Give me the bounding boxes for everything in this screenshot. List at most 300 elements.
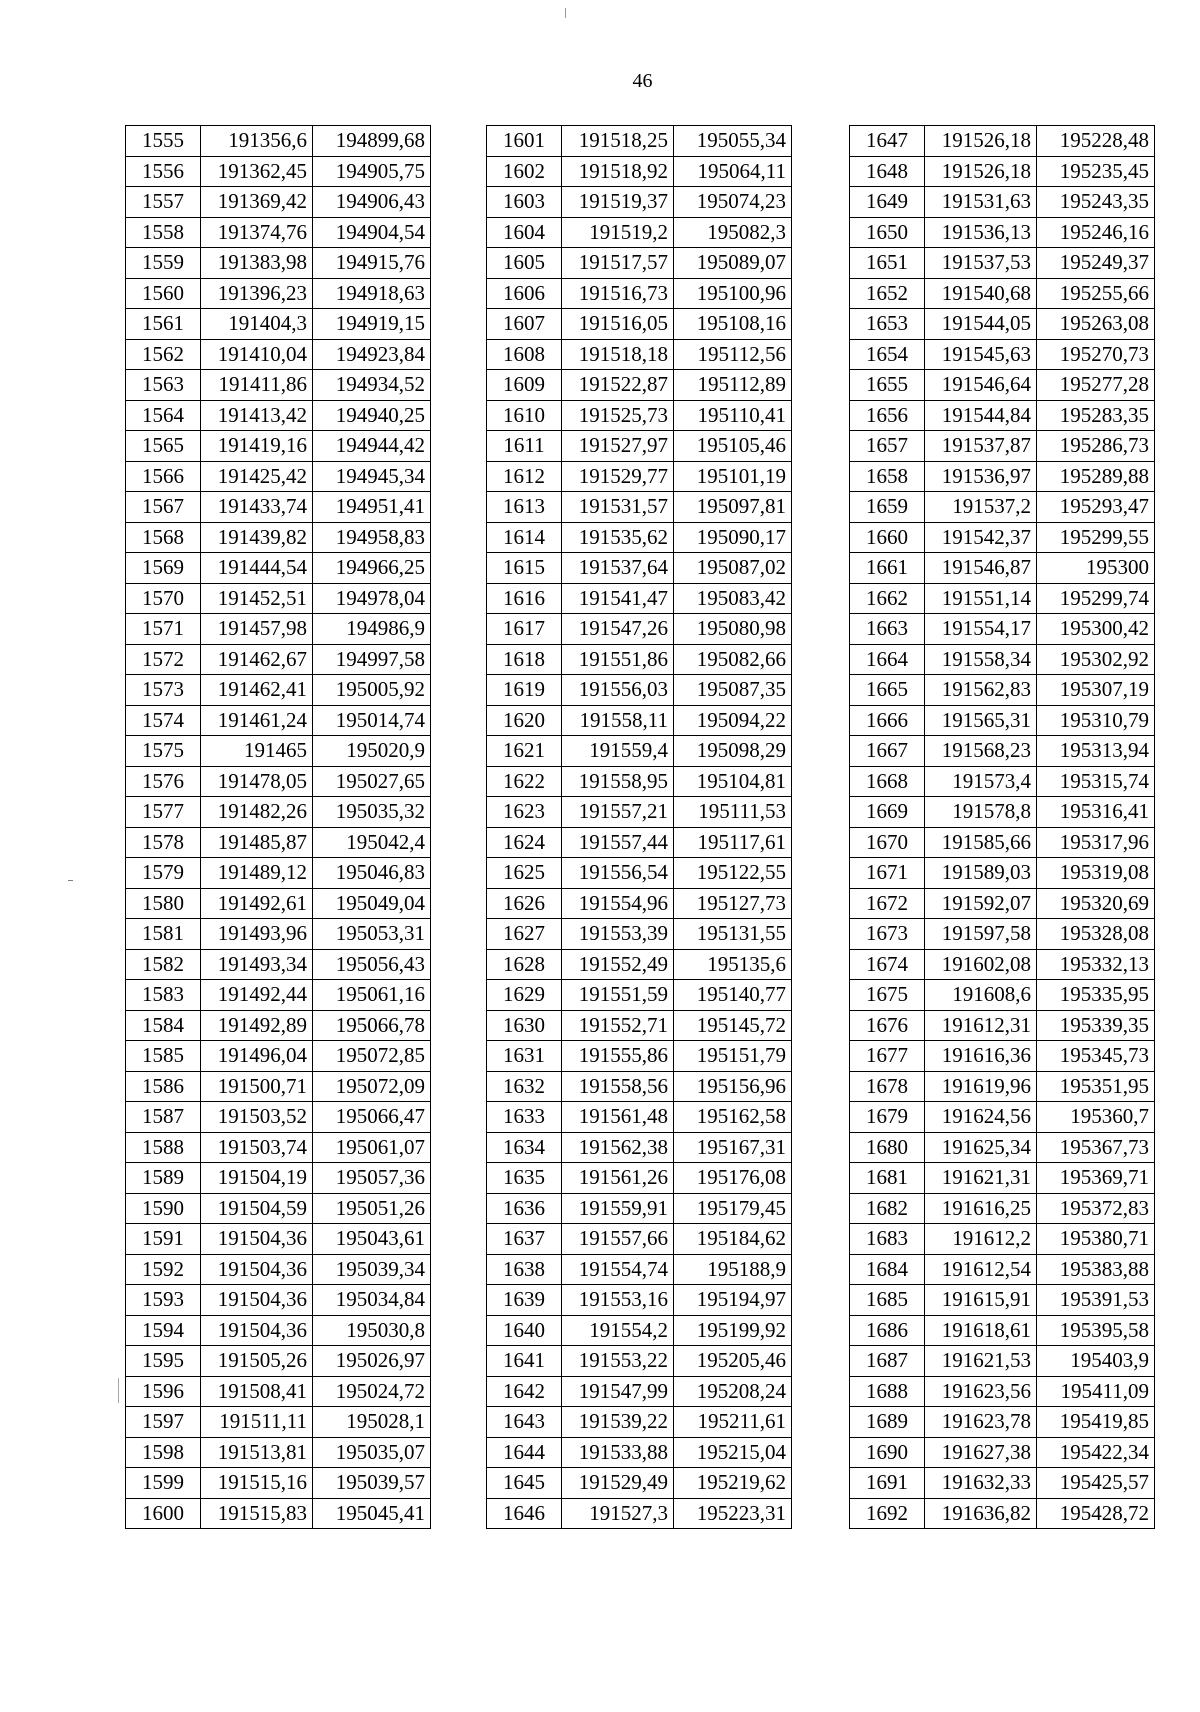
point-number-cell: 1596 <box>126 1376 201 1407</box>
point-number-cell: 1663 <box>850 614 925 645</box>
x-coordinate-cell: 191558,34 <box>925 644 1037 675</box>
point-number-cell: 1671 <box>850 858 925 889</box>
table-row <box>850 1315 1155 1346</box>
x-coordinate-cell: 191518,92 <box>562 156 674 187</box>
x-coordinate-cell: 191531,57 <box>562 492 674 523</box>
table-row <box>487 980 792 1011</box>
x-coordinate-cell: 191541,47 <box>562 583 674 614</box>
x-coordinate-cell: 191623,56 <box>925 1376 1037 1407</box>
x-coordinate-cell: 191529,49 <box>562 1468 674 1499</box>
point-number-cell: 1562 <box>126 339 201 370</box>
y-coordinate-cell: 195072,85 <box>313 1041 431 1072</box>
x-coordinate-cell: 191554,2 <box>562 1315 674 1346</box>
x-coordinate-cell: 191561,26 <box>562 1163 674 1194</box>
x-coordinate-cell: 191573,4 <box>925 766 1037 797</box>
y-coordinate-cell: 195098,29 <box>674 736 792 767</box>
point-number-cell: 1683 <box>850 1224 925 1255</box>
table-row <box>126 1315 431 1346</box>
table-row <box>850 248 1155 279</box>
point-number-cell: 1584 <box>126 1010 201 1041</box>
coordinate-table-2 <box>486 125 792 1529</box>
table-row <box>487 1071 792 1102</box>
table-row <box>487 309 792 340</box>
point-number-cell: 1685 <box>850 1285 925 1316</box>
y-coordinate-cell: 195307,19 <box>1037 675 1155 706</box>
table-row <box>487 522 792 553</box>
point-number-cell: 1650 <box>850 217 925 248</box>
point-number-cell: 1611 <box>487 431 562 462</box>
y-coordinate-cell: 195383,88 <box>1037 1254 1155 1285</box>
y-coordinate-cell: 195403,9 <box>1037 1346 1155 1377</box>
table-row <box>126 797 431 828</box>
table-row <box>850 156 1155 187</box>
y-coordinate-cell: 195005,92 <box>313 675 431 706</box>
table-row <box>487 1041 792 1072</box>
y-coordinate-cell: 195194,97 <box>674 1285 792 1316</box>
table-row <box>126 1224 431 1255</box>
point-number-cell: 1667 <box>850 736 925 767</box>
x-coordinate-cell: 191504,59 <box>201 1193 313 1224</box>
table-row <box>126 461 431 492</box>
point-number-cell: 1607 <box>487 309 562 340</box>
x-coordinate-cell: 191556,54 <box>562 858 674 889</box>
point-number-cell: 1608 <box>487 339 562 370</box>
y-coordinate-cell: 195411,09 <box>1037 1376 1155 1407</box>
y-coordinate-cell: 194919,15 <box>313 309 431 340</box>
x-coordinate-cell: 191558,95 <box>562 766 674 797</box>
x-coordinate-cell: 191444,54 <box>201 553 313 584</box>
point-number-cell: 1664 <box>850 644 925 675</box>
y-coordinate-cell: 195335,95 <box>1037 980 1155 1011</box>
table-row <box>850 1193 1155 1224</box>
point-number-cell: 1559 <box>126 248 201 279</box>
y-coordinate-cell: 195302,92 <box>1037 644 1155 675</box>
x-coordinate-cell: 191478,05 <box>201 766 313 797</box>
table-row <box>850 1254 1155 1285</box>
x-coordinate-cell: 191554,17 <box>925 614 1037 645</box>
y-coordinate-cell: 195243,35 <box>1037 187 1155 218</box>
table-row <box>126 339 431 370</box>
x-coordinate-cell: 191624,56 <box>925 1102 1037 1133</box>
point-number-cell: 1576 <box>126 766 201 797</box>
table-row <box>487 217 792 248</box>
y-coordinate-cell: 195127,73 <box>674 888 792 919</box>
table-row <box>487 766 792 797</box>
x-coordinate-cell: 191383,98 <box>201 248 313 279</box>
point-number-cell: 1580 <box>126 888 201 919</box>
point-number-cell: 1628 <box>487 949 562 980</box>
y-coordinate-cell: 195122,55 <box>674 858 792 889</box>
table-row <box>126 705 431 736</box>
y-coordinate-cell: 195042,4 <box>313 827 431 858</box>
y-coordinate-cell: 195219,62 <box>674 1468 792 1499</box>
y-coordinate-cell: 195105,46 <box>674 431 792 462</box>
y-coordinate-cell: 195391,53 <box>1037 1285 1155 1316</box>
y-coordinate-cell: 194966,25 <box>313 553 431 584</box>
x-coordinate-cell: 191504,36 <box>201 1315 313 1346</box>
table-row <box>126 888 431 919</box>
x-coordinate-cell: 191425,42 <box>201 461 313 492</box>
table-row <box>126 1132 431 1163</box>
point-number-cell: 1653 <box>850 309 925 340</box>
x-coordinate-cell: 191612,2 <box>925 1224 1037 1255</box>
table-row <box>850 1224 1155 1255</box>
point-number-cell: 1640 <box>487 1315 562 1346</box>
y-coordinate-cell: 195162,58 <box>674 1102 792 1133</box>
y-coordinate-cell: 195028,1 <box>313 1407 431 1438</box>
y-coordinate-cell: 195043,61 <box>313 1224 431 1255</box>
point-number-cell: 1651 <box>850 248 925 279</box>
table-row <box>126 187 431 218</box>
y-coordinate-cell: 194951,41 <box>313 492 431 523</box>
x-coordinate-cell: 191558,56 <box>562 1071 674 1102</box>
y-coordinate-cell: 195313,94 <box>1037 736 1155 767</box>
point-number-cell: 1563 <box>126 370 201 401</box>
point-number-cell: 1587 <box>126 1102 201 1133</box>
y-coordinate-cell: 195089,07 <box>674 248 792 279</box>
table-row <box>850 1376 1155 1407</box>
table-row <box>850 339 1155 370</box>
table-row <box>850 949 1155 980</box>
point-number-cell: 1659 <box>850 492 925 523</box>
table-row <box>850 400 1155 431</box>
table-row <box>487 797 792 828</box>
table-row <box>850 492 1155 523</box>
y-coordinate-cell: 194978,04 <box>313 583 431 614</box>
table-row <box>126 644 431 675</box>
table-row <box>126 1285 431 1316</box>
table-row <box>487 553 792 584</box>
point-number-cell: 1678 <box>850 1071 925 1102</box>
point-number-cell: 1649 <box>850 187 925 218</box>
table-row <box>850 309 1155 340</box>
table-row <box>850 614 1155 645</box>
coordinate-table-3 <box>849 125 1155 1529</box>
table-row <box>126 431 431 462</box>
x-coordinate-cell: 191492,61 <box>201 888 313 919</box>
table-row <box>850 370 1155 401</box>
table-row <box>487 1102 792 1133</box>
point-number-cell: 1604 <box>487 217 562 248</box>
table-row <box>850 553 1155 584</box>
table-row <box>487 278 792 309</box>
x-coordinate-cell: 191492,44 <box>201 980 313 1011</box>
table-row <box>850 1498 1155 1529</box>
table-row <box>487 919 792 950</box>
point-number-cell: 1579 <box>126 858 201 889</box>
x-coordinate-cell: 191545,63 <box>925 339 1037 370</box>
y-coordinate-cell: 195055,34 <box>674 126 792 157</box>
y-coordinate-cell: 195328,08 <box>1037 919 1155 950</box>
point-number-cell: 1638 <box>487 1254 562 1285</box>
point-number-cell: 1619 <box>487 675 562 706</box>
x-coordinate-cell: 191433,74 <box>201 492 313 523</box>
y-coordinate-cell: 194904,54 <box>313 217 431 248</box>
x-coordinate-cell: 191547,26 <box>562 614 674 645</box>
table-row <box>850 1407 1155 1438</box>
x-coordinate-cell: 191636,82 <box>925 1498 1037 1529</box>
point-number-cell: 1624 <box>487 827 562 858</box>
table-row <box>850 1132 1155 1163</box>
x-coordinate-cell: 191557,21 <box>562 797 674 828</box>
y-coordinate-cell: 195020,9 <box>313 736 431 767</box>
y-coordinate-cell: 195145,72 <box>674 1010 792 1041</box>
point-number-cell: 1577 <box>126 797 201 828</box>
table-row <box>850 1163 1155 1194</box>
point-number-cell: 1600 <box>126 1498 201 1529</box>
y-coordinate-cell: 195176,08 <box>674 1163 792 1194</box>
table-row <box>487 492 792 523</box>
point-number-cell: 1620 <box>487 705 562 736</box>
point-number-cell: 1622 <box>487 766 562 797</box>
point-number-cell: 1658 <box>850 461 925 492</box>
y-coordinate-cell: 194997,58 <box>313 644 431 675</box>
point-number-cell: 1670 <box>850 827 925 858</box>
y-coordinate-cell: 195082,3 <box>674 217 792 248</box>
table-row <box>126 858 431 889</box>
x-coordinate-cell: 191504,36 <box>201 1285 313 1316</box>
point-number-cell: 1588 <box>126 1132 201 1163</box>
x-coordinate-cell: 191554,74 <box>562 1254 674 1285</box>
y-coordinate-cell: 195112,89 <box>674 370 792 401</box>
y-coordinate-cell: 195372,83 <box>1037 1193 1155 1224</box>
x-coordinate-cell: 191616,36 <box>925 1041 1037 1072</box>
point-number-cell: 1557 <box>126 187 201 218</box>
point-number-cell: 1637 <box>487 1224 562 1255</box>
x-coordinate-cell: 191413,42 <box>201 400 313 431</box>
x-coordinate-cell: 191618,61 <box>925 1315 1037 1346</box>
point-number-cell: 1675 <box>850 980 925 1011</box>
y-coordinate-cell: 195249,37 <box>1037 248 1155 279</box>
x-coordinate-cell: 191536,97 <box>925 461 1037 492</box>
point-number-cell: 1561 <box>126 309 201 340</box>
y-coordinate-cell: 195215,04 <box>674 1437 792 1468</box>
y-coordinate-cell: 195030,8 <box>313 1315 431 1346</box>
x-coordinate-cell: 191527,97 <box>562 431 674 462</box>
x-coordinate-cell: 191465 <box>201 736 313 767</box>
table-row <box>487 614 792 645</box>
scan-artifact <box>118 1378 119 1403</box>
table-row <box>126 553 431 584</box>
point-number-cell: 1680 <box>850 1132 925 1163</box>
table-row <box>126 1041 431 1072</box>
point-number-cell: 1642 <box>487 1376 562 1407</box>
table-row <box>487 156 792 187</box>
point-number-cell: 1690 <box>850 1437 925 1468</box>
table-row <box>850 126 1155 157</box>
x-coordinate-cell: 191411,86 <box>201 370 313 401</box>
x-coordinate-cell: 191559,91 <box>562 1193 674 1224</box>
table-row <box>126 248 431 279</box>
table-row <box>850 644 1155 675</box>
x-coordinate-cell: 191533,88 <box>562 1437 674 1468</box>
table-row <box>126 1437 431 1468</box>
point-number-cell: 1627 <box>487 919 562 950</box>
point-number-cell: 1564 <box>126 400 201 431</box>
table-row <box>487 1193 792 1224</box>
y-coordinate-cell: 195046,83 <box>313 858 431 889</box>
table-row <box>487 705 792 736</box>
x-coordinate-cell: 191526,18 <box>925 126 1037 157</box>
y-coordinate-cell: 195082,66 <box>674 644 792 675</box>
table-row <box>126 278 431 309</box>
point-number-cell: 1616 <box>487 583 562 614</box>
x-coordinate-cell: 191551,14 <box>925 583 1037 614</box>
x-coordinate-cell: 191493,96 <box>201 919 313 950</box>
x-coordinate-cell: 191612,54 <box>925 1254 1037 1285</box>
point-number-cell: 1558 <box>126 217 201 248</box>
x-coordinate-cell: 191537,64 <box>562 553 674 584</box>
y-coordinate-cell: 195049,04 <box>313 888 431 919</box>
point-number-cell: 1555 <box>126 126 201 157</box>
x-coordinate-cell: 191518,18 <box>562 339 674 370</box>
table-row <box>850 675 1155 706</box>
point-number-cell: 1647 <box>850 126 925 157</box>
y-coordinate-cell: 195315,74 <box>1037 766 1155 797</box>
point-number-cell: 1589 <box>126 1163 201 1194</box>
table-row <box>850 1010 1155 1041</box>
point-number-cell: 1655 <box>850 370 925 401</box>
point-number-cell: 1609 <box>487 370 562 401</box>
x-coordinate-cell: 191522,87 <box>562 370 674 401</box>
y-coordinate-cell: 195199,92 <box>674 1315 792 1346</box>
y-coordinate-cell: 194934,52 <box>313 370 431 401</box>
table-row <box>850 1041 1155 1072</box>
point-number-cell: 1598 <box>126 1437 201 1468</box>
point-number-cell: 1603 <box>487 187 562 218</box>
table-row <box>850 1285 1155 1316</box>
x-coordinate-cell: 191556,03 <box>562 675 674 706</box>
x-coordinate-cell: 191537,87 <box>925 431 1037 462</box>
y-coordinate-cell: 195422,34 <box>1037 1437 1155 1468</box>
x-coordinate-cell: 191516,73 <box>562 278 674 309</box>
x-coordinate-cell: 191625,34 <box>925 1132 1037 1163</box>
point-number-cell: 1652 <box>850 278 925 309</box>
point-number-cell: 1657 <box>850 431 925 462</box>
table-row <box>126 217 431 248</box>
table-row <box>487 431 792 462</box>
point-number-cell: 1591 <box>126 1224 201 1255</box>
y-coordinate-cell: 195090,17 <box>674 522 792 553</box>
table-row <box>126 736 431 767</box>
y-coordinate-cell: 195117,61 <box>674 827 792 858</box>
table-row <box>487 1437 792 1468</box>
table-row <box>487 400 792 431</box>
table-row <box>126 400 431 431</box>
point-number-cell: 1590 <box>126 1193 201 1224</box>
point-number-cell: 1581 <box>126 919 201 950</box>
x-coordinate-cell: 191592,07 <box>925 888 1037 919</box>
point-number-cell: 1689 <box>850 1407 925 1438</box>
point-number-cell: 1594 <box>126 1315 201 1346</box>
y-coordinate-cell: 195319,08 <box>1037 858 1155 889</box>
point-number-cell: 1629 <box>487 980 562 1011</box>
x-coordinate-cell: 191517,57 <box>562 248 674 279</box>
y-coordinate-cell: 195051,26 <box>313 1193 431 1224</box>
scan-artifact <box>68 880 73 881</box>
coordinate-table-1 <box>125 125 431 1529</box>
scan-artifact <box>565 8 566 18</box>
y-coordinate-cell: 195270,73 <box>1037 339 1155 370</box>
point-number-cell: 1605 <box>487 248 562 279</box>
point-number-cell: 1623 <box>487 797 562 828</box>
x-coordinate-cell: 191559,4 <box>562 736 674 767</box>
table-row <box>126 766 431 797</box>
x-coordinate-cell: 191374,76 <box>201 217 313 248</box>
y-coordinate-cell: 195039,34 <box>313 1254 431 1285</box>
table-row <box>126 1498 431 1529</box>
point-number-cell: 1631 <box>487 1041 562 1072</box>
point-number-cell: 1668 <box>850 766 925 797</box>
x-coordinate-cell: 191410,04 <box>201 339 313 370</box>
x-coordinate-cell: 191539,22 <box>562 1407 674 1438</box>
x-coordinate-cell: 191482,26 <box>201 797 313 828</box>
x-coordinate-cell: 191504,19 <box>201 1163 313 1194</box>
point-number-cell: 1639 <box>487 1285 562 1316</box>
point-number-cell: 1636 <box>487 1193 562 1224</box>
x-coordinate-cell: 191546,87 <box>925 553 1037 584</box>
y-coordinate-cell: 195211,61 <box>674 1407 792 1438</box>
point-number-cell: 1634 <box>487 1132 562 1163</box>
point-number-cell: 1602 <box>487 156 562 187</box>
y-coordinate-cell: 195035,07 <box>313 1437 431 1468</box>
y-coordinate-cell: 194915,76 <box>313 248 431 279</box>
x-coordinate-cell: 191519,37 <box>562 187 674 218</box>
x-coordinate-cell: 191526,18 <box>925 156 1037 187</box>
point-number-cell: 1676 <box>850 1010 925 1041</box>
y-coordinate-cell: 195104,81 <box>674 766 792 797</box>
point-number-cell: 1632 <box>487 1071 562 1102</box>
point-number-cell: 1578 <box>126 827 201 858</box>
x-coordinate-cell: 191356,6 <box>201 126 313 157</box>
table-row <box>850 705 1155 736</box>
table-row <box>126 980 431 1011</box>
x-coordinate-cell: 191508,41 <box>201 1376 313 1407</box>
x-coordinate-cell: 191565,31 <box>925 705 1037 736</box>
point-number-cell: 1669 <box>850 797 925 828</box>
y-coordinate-cell: 195205,46 <box>674 1346 792 1377</box>
x-coordinate-cell: 191529,77 <box>562 461 674 492</box>
table-row <box>487 1407 792 1438</box>
table-row <box>850 1468 1155 1499</box>
table-row <box>126 614 431 645</box>
x-coordinate-cell: 191555,86 <box>562 1041 674 1072</box>
table-row <box>126 1193 431 1224</box>
point-number-cell: 1662 <box>850 583 925 614</box>
table-row <box>126 309 431 340</box>
x-coordinate-cell: 191552,71 <box>562 1010 674 1041</box>
point-number-cell: 1626 <box>487 888 562 919</box>
y-coordinate-cell: 195053,31 <box>313 919 431 950</box>
table-row <box>487 1254 792 1285</box>
point-number-cell: 1570 <box>126 583 201 614</box>
y-coordinate-cell: 195066,47 <box>313 1102 431 1133</box>
y-coordinate-cell: 195110,41 <box>674 400 792 431</box>
point-number-cell: 1679 <box>850 1102 925 1133</box>
point-number-cell: 1571 <box>126 614 201 645</box>
x-coordinate-cell: 191515,16 <box>201 1468 313 1499</box>
y-coordinate-cell: 195317,96 <box>1037 827 1155 858</box>
x-coordinate-cell: 191461,24 <box>201 705 313 736</box>
point-number-cell: 1666 <box>850 705 925 736</box>
y-coordinate-cell: 195097,81 <box>674 492 792 523</box>
x-coordinate-cell: 191544,84 <box>925 400 1037 431</box>
x-coordinate-cell: 191608,6 <box>925 980 1037 1011</box>
table-row <box>126 522 431 553</box>
x-coordinate-cell: 191515,83 <box>201 1498 313 1529</box>
point-number-cell: 1677 <box>850 1041 925 1072</box>
y-coordinate-cell: 195360,7 <box>1037 1102 1155 1133</box>
